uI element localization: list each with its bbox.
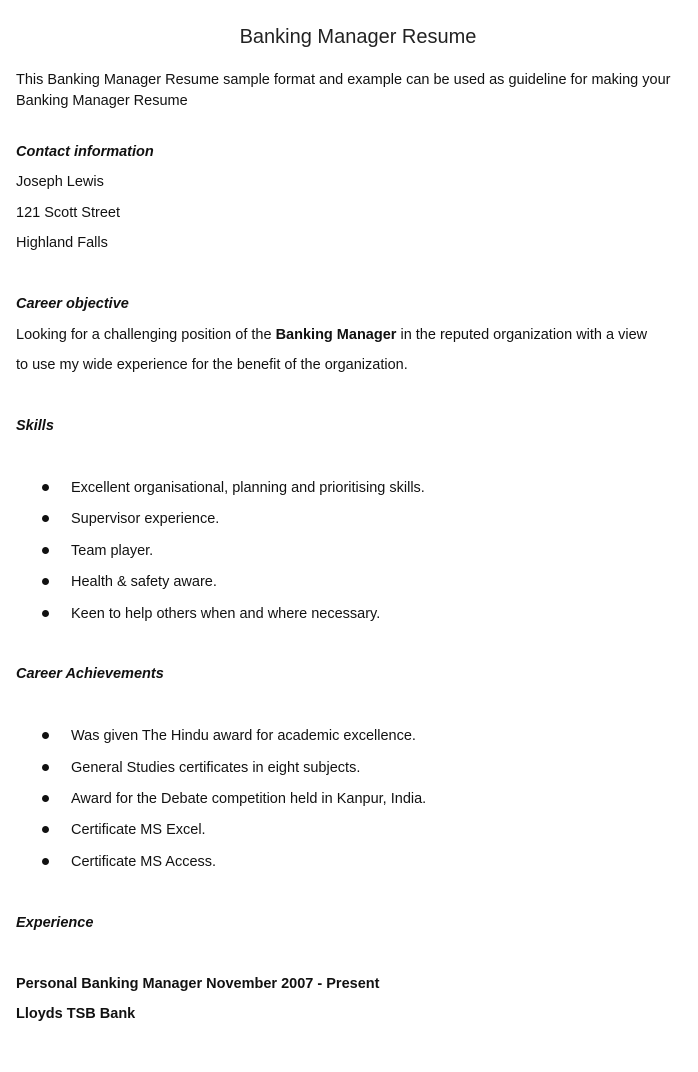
contact-street: 121 Scott Street [16,205,120,221]
bullet-icon [42,795,49,802]
bullet-icon [42,484,49,491]
bullet-icon [42,764,49,771]
bullet-icon [42,547,49,554]
bullet-icon [42,578,49,585]
achievement-text: Award for the Debate competition held in Kanpur, India. [71,791,427,807]
bullet-icon [42,610,49,617]
objective-bold-role: Banking Manager [275,327,397,343]
skill-text: Supervisor experience. [71,511,220,527]
contact-city: Highland Falls [16,235,108,251]
achievement-text: General Studies certificates in eight subjects. [71,760,361,776]
page-title: Banking Manager Resume [239,26,477,48]
contact-name: Joseph Lewis [16,174,104,190]
achievement-text: Certificate MS Excel. [71,822,206,838]
achievements-heading: Career Achievements [16,666,164,682]
experience-role: Personal Banking Manager November 2007 - Present [16,976,380,992]
objective-text-before: Looking for a challenging position of the [16,327,276,343]
skills-heading: Skills [16,418,54,434]
bullet-icon [42,515,49,522]
objective-text-after: in the reputed organization with a view [396,327,648,343]
intro-line-1: This Banking Manager Resume sample format and example can be used as guideline for making your [16,72,671,88]
objective-line-2: to use my wide experience for the benefit of the organization. [16,357,408,373]
experience-heading: Experience [16,915,94,931]
skill-text: Health & safety aware. [71,574,217,590]
experience-employer: Lloyds TSB Bank [16,1006,136,1022]
objective-heading: Career objective [16,296,129,312]
objective-line-1 [16,326,647,344]
intro-line-2: Banking Manager Resume [16,93,188,109]
bullet-icon [42,732,49,739]
achievement-text: Certificate MS Access. [71,854,217,870]
bullet-icon [42,826,49,833]
skill-text: Team player. [71,543,154,559]
bullet-icon [42,858,49,865]
skill-text: Keen to help others when and where necessary. [71,606,381,622]
contact-heading: Contact information [16,144,154,160]
achievement-text: Was given The Hindu award for academic excellence. [71,728,416,744]
skill-text: Excellent organisational, planning and prioritising skills. [71,480,425,496]
